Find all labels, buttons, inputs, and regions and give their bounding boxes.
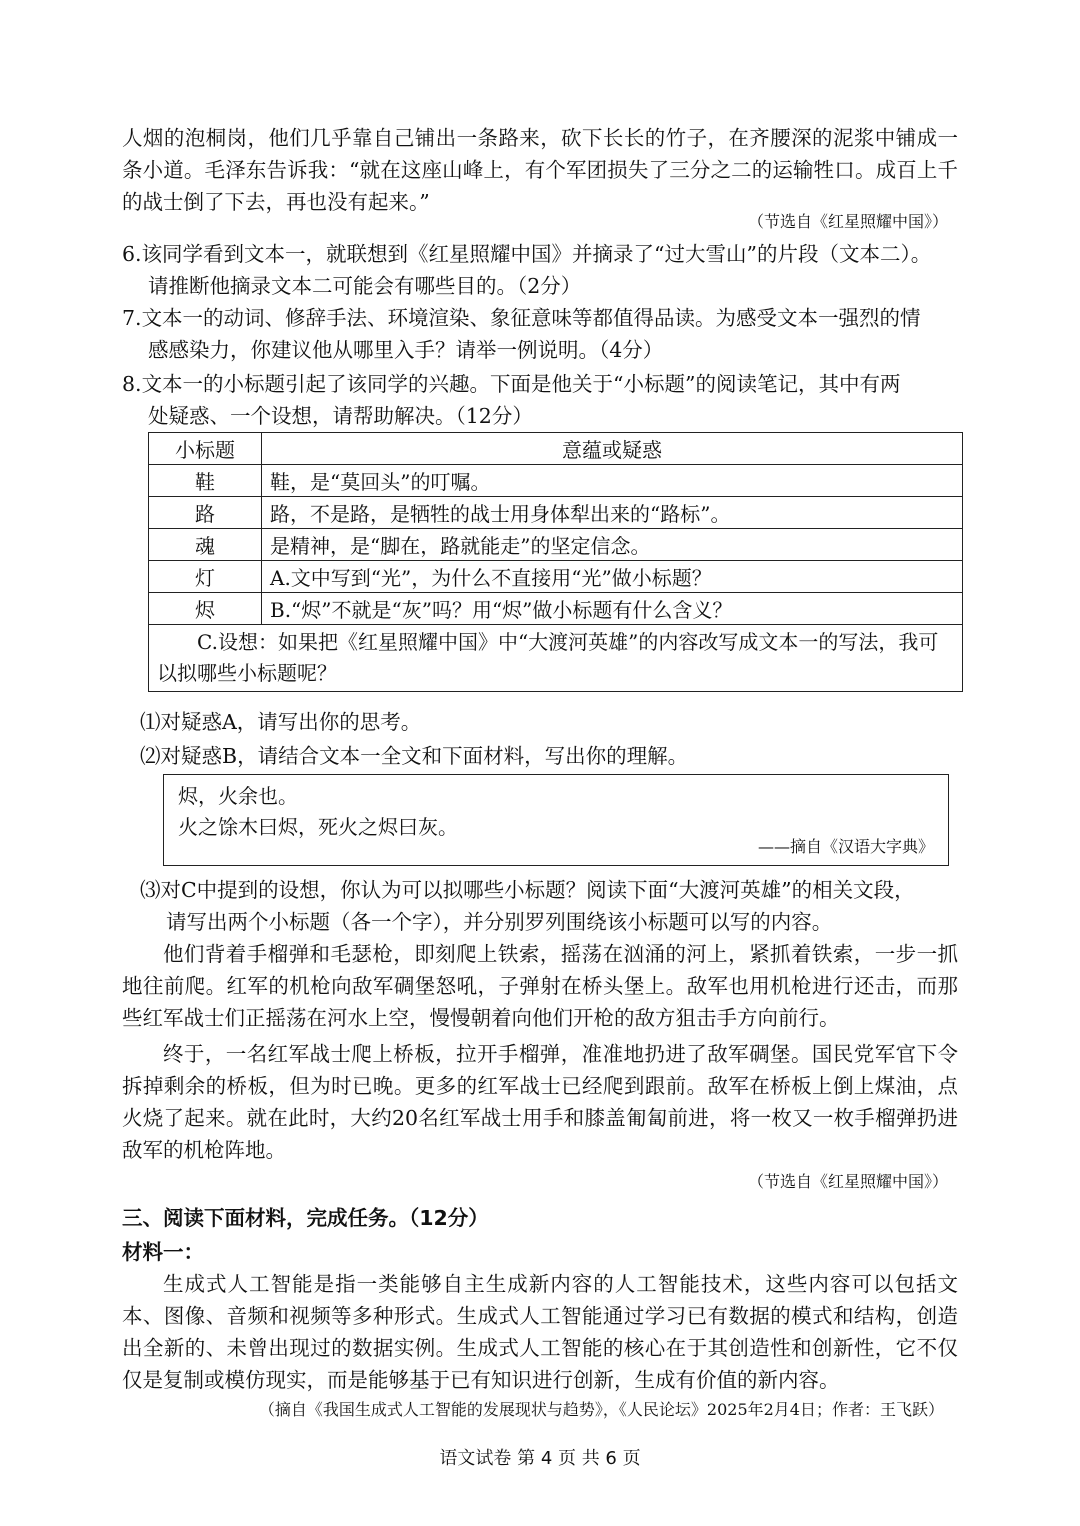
table-footer-row bbox=[149, 625, 963, 692]
table-row bbox=[149, 497, 963, 529]
material-1-source: （摘自《我国生成式人工智能的发展现状与趋势》，《人民论坛》2025年2月4日；作者：王飞跃） bbox=[258, 1400, 944, 1419]
question-6-number: 6. bbox=[122, 242, 142, 266]
question-6-text: 该同学看到文本一，就联想到《红星照耀中国》并摘录了“过大雪山”的片段（文本二）。 bbox=[141, 242, 932, 266]
table-cell-title: 魂 bbox=[149, 529, 262, 561]
material-1-label: 材料一： bbox=[122, 1240, 204, 1264]
quote-source: ——摘自《汉语大字典》 bbox=[757, 837, 934, 856]
passage-paragraph-2: 终于，一名红军战士爬上桥板，拉开手榴弹，准准地扔进了敌军碉堡。国民党军官下令拆掉剩余的桥板，但为时已晚。更多的红军战士已经爬到跟前。敌军在桥板上倒上煤油，点火烧了起来。就在此时，大约20名红军战士用手和膝盖匍匐前进，将一枚又一枚手榴弹扔进敌军的机枪阵地。 bbox=[122, 1042, 958, 1162]
table-cell-title: 烬 bbox=[149, 593, 262, 625]
question-6-continuation: 请推断他摘录文本二可能会有哪些目的。（2分） bbox=[148, 274, 582, 298]
table-cell-meaning: 鞋，是“莫回头”的叮嘱。 bbox=[262, 465, 963, 497]
table-cell-meaning: 路，不是路，是牺牲的战士用身体犁出来的“路标”。 bbox=[262, 497, 963, 529]
question-8-number: 8. bbox=[122, 372, 142, 396]
sub-question-2: ⑵对疑惑B，请结合文本一全文和下面材料，写出你的理解。 bbox=[140, 744, 689, 768]
question-6 bbox=[122, 238, 958, 302]
text2-tail-paragraph: 人烟的泡桐岗，他们几乎靠自己铺出一条路来，砍下长长的竹子，在齐腰深的泥浆中铺成一条小道。毛泽东告诉我：“就在这座山峰上，有个军团损失了三分之二的运输牲口。成百上千的战士倒了下去，再也没有起来。” bbox=[122, 126, 958, 214]
table-row bbox=[149, 465, 963, 497]
quote-line-1: 烬，火余也。 bbox=[178, 784, 298, 808]
table-footer-cell: C.设想：如果把《红星照耀中国》中“大渡河英雄”的内容改写成文本一的写法，我可以拟哪些小标题呢？ bbox=[149, 625, 963, 692]
table-cell-meaning: 是精神，是“脚在，路就能走”的坚定信念。 bbox=[262, 529, 963, 561]
quote-line-2: 火之馀木曰烬，死火之烬曰灰。 bbox=[178, 815, 458, 839]
table-row bbox=[149, 561, 963, 593]
sub-question-1: ⑴对疑惑A，请写出你的思考。 bbox=[140, 710, 422, 734]
dictionary-quote-box bbox=[163, 774, 949, 866]
passage-paragraph-1: 他们背着手榴弹和毛瑟枪，即刻爬上铁索，摇荡在汹涌的河上，紧抓着铁索，一步一抓地往前爬。红军的机枪向敌军碉堡怒吼，子弹射在桥头堡上。敌军也用机枪进行还击，而那些红军战士们正摇荡在河水上空，慢慢朝着向他们开枪的敌方狙击手方向前行。 bbox=[122, 942, 958, 1030]
table-cell-title: 鞋 bbox=[149, 465, 262, 497]
section-3-title: 三、阅读下面材料，完成任务。（12分） bbox=[122, 1206, 489, 1230]
question-7-text: 文本一的动词、修辞手法、环境渲染、象征意味等都值得品读。为感受文本一强烈的情 bbox=[141, 306, 921, 330]
table-cell-title: 灯 bbox=[149, 561, 262, 593]
text2-source: （节选自《红星照耀中国》） bbox=[747, 212, 948, 231]
material-1-text: 生成式人工智能是指一类能够自主生成新内容的人工智能技术，这些内容可以包括文本、图像、音频和视频等多种形式。生成式人工智能通过学习已有数据的模式和结构，创造出全新的、未曾出现过的数据实例。生成式人工智能的核心在于其创造性和创新性，它不仅仅是复制或模仿现实，而是能够基于已有知识进行创新，生成有价值的新内容。 bbox=[122, 1272, 958, 1392]
subtitle-table bbox=[148, 432, 963, 692]
table-cell-meaning: A.文中写到“光”，为什么不直接用“光”做小标题？ bbox=[262, 561, 963, 593]
table-header-row bbox=[149, 433, 963, 465]
table-cell-title: 路 bbox=[149, 497, 262, 529]
question-7 bbox=[122, 302, 958, 366]
table-header-title: 小标题 bbox=[149, 433, 262, 465]
question-8 bbox=[122, 368, 958, 432]
sub-question-3 bbox=[140, 874, 958, 938]
question-7-number: 7. bbox=[122, 306, 142, 330]
table-header-meaning: 意蕴或疑惑 bbox=[262, 433, 963, 465]
question-7-continuation: 感感染力，你建议他从哪里入手？请举一例说明。（4分） bbox=[148, 338, 664, 362]
passage-source: （节选自《红星照耀中国》） bbox=[747, 1172, 948, 1191]
page-footer: 语文试卷 第 4 页 共 6 页 bbox=[439, 1448, 641, 1469]
question-8-text: 文本一的小标题引起了该同学的兴趣。下面是他关于“小标题”的阅读笔记，其中有两 bbox=[141, 372, 901, 396]
question-8-continuation: 处疑惑、一个设想，请帮助解决。（12分） bbox=[148, 404, 533, 428]
sub-question-3-continuation: 请写出两个小标题（各一个字），并分别罗列围绕该小标题可以写的内容。 bbox=[166, 910, 833, 934]
table-row bbox=[149, 529, 963, 561]
sub-question-3-text: ⑶对C中提到的设想，你认为可以拟哪些小标题？阅读下面“大渡河英雄”的相关文段， bbox=[140, 878, 915, 902]
table-cell-meaning: B.“烬”不就是“灰”吗？用“烬”做小标题有什么含义？ bbox=[262, 593, 963, 625]
table-row bbox=[149, 593, 963, 625]
